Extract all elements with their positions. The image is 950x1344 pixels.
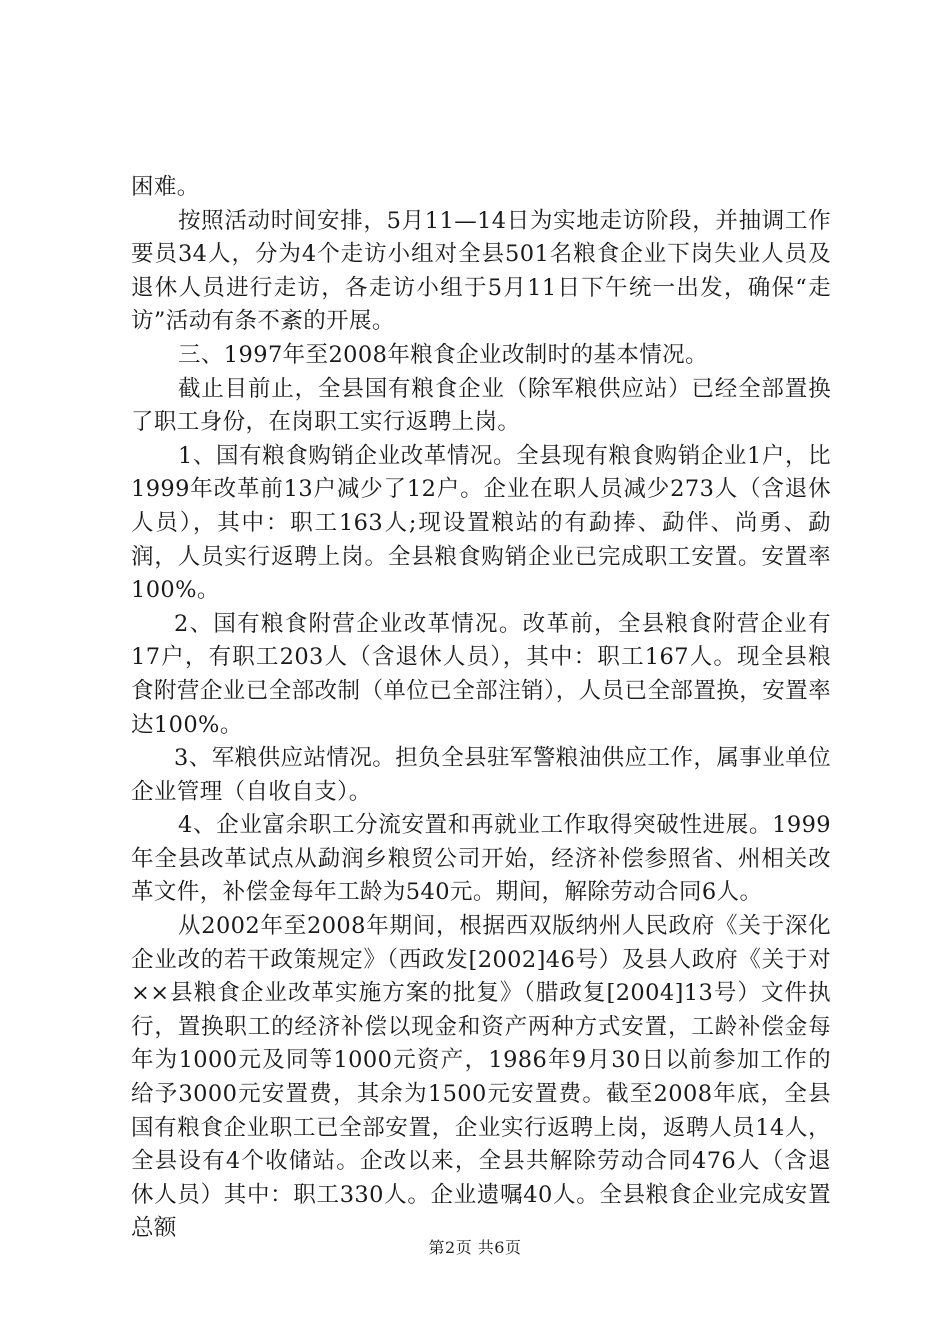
paragraph-continuation: 困难。 [131, 174, 200, 200]
document-body [131, 171, 831, 1246]
paragraph-item-2: 2、国有粮食附营企业改革情况。改革前，全县粮食附营企业有17户，有职工203人（含退休人员），其中：职工167人。现全县粮食附营企业已全部改制（单位已全部注销），人员已全部置换，安置率达100%。 [131, 610, 831, 738]
paragraph-visit-schedule: 按照活动时间安排，5月11—14日为实地走访阶段，并抽调工作要员34人，分为4个走访小组对全县501名粮食企业下岗失业人员及退休人员进行走访，各走访小组于5月11日下午统一出发，确保“走访”活动有条不紊的开展。 [131, 207, 831, 335]
paragraph-2002-2008: 从2002年至2008年期间，根据西双版纳州人民政府《关于深化企业改的若干政策规定》（西政发[2002]46号）及县人政府《关于对××县粮食企业改革实施方案的批复》（腊政复[2004]13号）文件执行，置换职工的经济补偿以现金和资产两种方式安置，工龄补偿金每年为1000元及同等1000元资产，1986年9月30日以前参加工作的给予3000元安置费，其余为1500元安置费。截至2008年底，全县国有粮食企业职工已全部安置，企业实行返聘上岗，返聘人员14人，全县设有4个收储站。企改以来，全县共解除劳动合同476人（含退休人员）其中：职工330人。企业遗嘱40人。全县粮食企业完成安置总额 [131, 913, 831, 1242]
section-heading-three: 三、1997年至2008年粮食企业改制时的基本情况。 [178, 341, 708, 368]
page-footer: 第2页 共6页 [428, 1238, 522, 1257]
paragraph-status-summary: 截止目前止，全县国有粮食企业（除军粮供应站）已经全部置换了职工身份，在岗职工实行返聘上岗。 [131, 375, 831, 436]
paragraph-item-4: 4、企业富余职工分流安置和再就业工作取得突破性进展。1999年全县改革试点从勐润乡粮贸公司开始，经济补偿参照省、州相关改革文件，补偿金每年工龄为540元。期间，解除劳动合同6人。 [131, 812, 831, 906]
paragraph-item-3: 3、军粮供应站情况。担负全县驻军警粮油供应工作，属事业单位企业管理（自收自支）。 [131, 745, 831, 805]
paragraph-item-1: 1、国有粮食购销企业改革情况。全县现有粮食购销企业1户，比1999年改革前13户减少了12户。企业在职人员减少273人（含退休人员），其中：职工163人;现设置粮站的有勐捧、勐伴、尚勇、勐润，人员实行返聘上岗。全县粮食购销企业已完成职工安置。安置率100%。 [131, 442, 831, 604]
